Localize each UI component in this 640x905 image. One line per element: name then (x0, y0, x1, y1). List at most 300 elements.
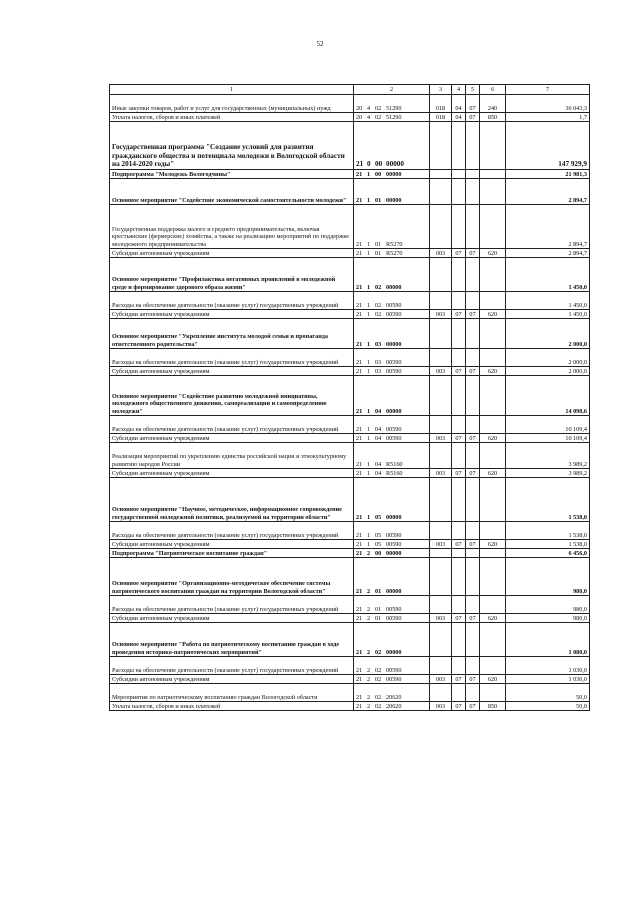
row-amount: 2 894,7 (506, 179, 590, 205)
row-c6: 620 (480, 675, 506, 684)
row-c4: 07 (452, 702, 466, 711)
code-part-3: 01 (375, 249, 382, 257)
row-name: Расходы на обеспечение деятельности (оказание услуг) государственных учреждений (110, 416, 354, 434)
row-name: Основное мероприятие "Организационно-методическое обеспечение системы патриотического воспитания граждан на территории Вологодской области" (110, 558, 354, 596)
table-row (110, 549, 590, 558)
row-c6 (480, 443, 506, 469)
row-c4 (452, 596, 466, 614)
code-part-4: 00000 (386, 283, 402, 291)
row-c5 (466, 596, 480, 614)
code-part-3: 01 (375, 587, 382, 595)
row-name: Реализация мероприятий по укреплению единства российской нации и этнокультурному развитию народов России (110, 443, 354, 469)
code-part-2: 2 (367, 648, 371, 656)
row-c5 (466, 416, 480, 434)
row-c5: 07 (466, 434, 480, 443)
code-part-2: 1 (367, 367, 371, 375)
code-part-1: 21 (356, 605, 363, 613)
row-c5 (466, 179, 480, 205)
row-c3 (430, 349, 452, 367)
row-amount: 2 000,0 (506, 319, 590, 349)
code-part-2: 1 (367, 170, 371, 178)
row-c4: 07 (452, 434, 466, 443)
row-code (354, 522, 430, 540)
row-name: Субсидии автономным учреждениям (110, 614, 354, 623)
row-name: Субсидии автономным учреждениям (110, 249, 354, 258)
row-c6: 850 (480, 113, 506, 122)
table-row (110, 657, 590, 675)
row-code (354, 179, 430, 205)
header-col-3: 3 (430, 85, 452, 95)
row-c5 (466, 349, 480, 367)
row-c5 (466, 292, 480, 310)
row-code (354, 292, 430, 310)
code-part-3: 02 (375, 301, 382, 309)
page-number: 52 (316, 40, 324, 48)
code-part-3: 01 (375, 240, 382, 248)
row-amount: 1 080,0 (506, 623, 590, 657)
row-code (354, 702, 430, 711)
code-part-2: 1 (367, 434, 371, 442)
row-c5: 07 (466, 540, 480, 549)
row-c5: 07 (466, 469, 480, 478)
row-c4: 07 (452, 310, 466, 319)
code-part-2: 1 (367, 301, 371, 309)
code-part-1: 21 (356, 675, 363, 683)
row-c6: 620 (480, 469, 506, 478)
table-row (110, 684, 590, 702)
table-body (110, 95, 590, 711)
row-c5: 07 (466, 367, 480, 376)
row-name: Расходы на обеспечение деятельности (оказание услуг) государственных учреждений (110, 522, 354, 540)
row-amount: 1,7 (506, 113, 590, 122)
row-c3: 003 (430, 702, 452, 711)
row-name: Мероприятия по патриотическому воспитанию граждан Вологодской области (110, 684, 354, 702)
code-part-1: 21 (356, 702, 363, 710)
row-amount: 2 894,7 (506, 249, 590, 258)
table-row (110, 434, 590, 443)
code-part-3: 04 (375, 407, 382, 415)
code-part-4: R5160 (386, 460, 403, 468)
code-part-2: 1 (367, 425, 371, 433)
code-part-3: 05 (375, 531, 382, 539)
code-part-2: 2 (367, 702, 371, 710)
row-c6: 240 (480, 95, 506, 113)
code-part-1: 21 (356, 240, 363, 248)
row-c4 (452, 522, 466, 540)
table-row (110, 416, 590, 434)
row-c3 (430, 416, 452, 434)
row-c3: 003 (430, 249, 452, 258)
code-part-2: 1 (367, 513, 371, 521)
table-row (110, 249, 590, 258)
code-part-1: 21 (356, 160, 364, 169)
row-c4 (452, 122, 466, 170)
row-c3: 003 (430, 469, 452, 478)
row-c3: 003 (430, 367, 452, 376)
row-c6 (480, 292, 506, 310)
code-part-3: 02 (375, 310, 382, 318)
row-c6: 620 (480, 310, 506, 319)
row-c5 (466, 205, 480, 249)
code-part-1: 21 (356, 425, 363, 433)
row-amount: 21 981,3 (506, 170, 590, 179)
row-c6 (480, 558, 506, 596)
table-row (110, 292, 590, 310)
row-amount: 147 929,9 (506, 122, 590, 170)
row-c5 (466, 623, 480, 657)
header-col-1: 1 (110, 85, 354, 95)
row-c5: 07 (466, 675, 480, 684)
row-name: Расходы на обеспечение деятельности (оказание услуг) государственных учреждений (110, 349, 354, 367)
code-part-4: 00000 (386, 648, 402, 656)
code-part-2: 1 (367, 310, 371, 318)
row-amount: 1 030,0 (506, 657, 590, 675)
code-part-1: 21 (356, 249, 363, 257)
row-code (354, 349, 430, 367)
row-code (354, 319, 430, 349)
code-part-2: 1 (367, 283, 371, 291)
row-name: Подпрограмма "Патриотическое воспитание граждан" (110, 549, 354, 558)
code-part-1: 21 (356, 587, 363, 595)
row-c4: 07 (452, 367, 466, 376)
code-part-4: 20620 (386, 702, 402, 710)
row-c6 (480, 319, 506, 349)
code-part-3: 02 (375, 666, 382, 674)
code-part-2: 1 (367, 460, 371, 468)
code-part-4: 00590 (386, 301, 402, 309)
row-c4 (452, 657, 466, 675)
code-part-4: 20620 (386, 693, 402, 701)
row-c5 (466, 122, 480, 170)
code-part-2: 1 (367, 469, 371, 477)
code-part-4: R5270 (386, 240, 403, 248)
code-part-3: 02 (375, 283, 382, 291)
row-c3 (430, 443, 452, 469)
code-part-3: 02 (375, 693, 382, 701)
code-part-4: 00590 (386, 540, 402, 548)
row-name: Уплата налогов, сборов и иных платежей (110, 113, 354, 122)
table-row (110, 376, 590, 416)
code-part-1: 21 (356, 170, 363, 178)
row-amount: 50,0 (506, 684, 590, 702)
row-c6 (480, 623, 506, 657)
code-part-1: 21 (356, 648, 363, 656)
code-part-3: 00 (375, 160, 383, 169)
code-part-4: R5270 (386, 249, 403, 257)
row-c5 (466, 657, 480, 675)
table-row (110, 349, 590, 367)
table-row (110, 122, 590, 170)
code-part-2: 2 (367, 614, 371, 622)
code-part-4: 00000 (386, 513, 402, 521)
row-code (354, 614, 430, 623)
code-part-2: 1 (367, 531, 371, 539)
row-code (354, 478, 430, 522)
row-name: Расходы на обеспечение деятельности (оказание услуг) государственных учреждений (110, 596, 354, 614)
row-code (354, 249, 430, 258)
row-c4 (452, 549, 466, 558)
table-row (110, 179, 590, 205)
row-name: Основное мероприятие "Содействие развитию молодежной инициативы, молодежного общественного движения, самореализации и самоопределению молодежи" (110, 376, 354, 416)
row-c4 (452, 205, 466, 249)
code-part-4: 00590 (386, 367, 402, 375)
table-row (110, 319, 590, 349)
row-c3 (430, 558, 452, 596)
row-c6 (480, 416, 506, 434)
code-part-3: 02 (375, 113, 382, 121)
row-name: Основное мероприятие "Содействие экономической самостоятельности молодежи" (110, 179, 354, 205)
table-row (110, 258, 590, 292)
row-c3: 003 (430, 434, 452, 443)
table-row (110, 95, 590, 113)
row-amount: 1 450,0 (506, 292, 590, 310)
row-c5 (466, 549, 480, 558)
code-part-4: 00590 (386, 614, 402, 622)
code-part-3: 02 (375, 648, 382, 656)
code-part-4: 00590 (386, 310, 402, 318)
row-code (354, 596, 430, 614)
row-code (354, 549, 430, 558)
row-c4 (452, 376, 466, 416)
row-c3 (430, 549, 452, 558)
code-part-3: 02 (375, 104, 382, 112)
code-part-3: 04 (375, 425, 382, 433)
row-name: Государственная программа "Создание условий для развития гражданского общества и потенциала молодежи в Вологодской области на 2014-2020 годы" (110, 122, 354, 170)
row-amount: 2 000,0 (506, 367, 590, 376)
row-c5: 07 (466, 310, 480, 319)
code-part-3: 01 (375, 605, 382, 613)
row-amount: 2 000,0 (506, 349, 590, 367)
row-amount: 3 989,2 (506, 469, 590, 478)
row-c3 (430, 376, 452, 416)
row-code (354, 376, 430, 416)
table-row (110, 469, 590, 478)
table-row (110, 702, 590, 711)
table-row (110, 558, 590, 596)
row-c5: 07 (466, 113, 480, 122)
code-part-3: 03 (375, 367, 382, 375)
code-part-1: 21 (356, 301, 363, 309)
row-code (354, 205, 430, 249)
row-code (354, 170, 430, 179)
code-part-1: 21 (356, 460, 363, 468)
row-c3 (430, 205, 452, 249)
row-amount: 1 538,0 (506, 478, 590, 522)
row-code (354, 122, 430, 170)
row-code (354, 310, 430, 319)
row-c4 (452, 349, 466, 367)
code-part-2: 2 (367, 587, 371, 595)
row-c5: 07 (466, 249, 480, 258)
row-c3 (430, 179, 452, 205)
header-col-4: 4 (452, 85, 466, 95)
table-row (110, 205, 590, 249)
code-part-3: 01 (375, 196, 382, 204)
row-code (354, 113, 430, 122)
table-row (110, 367, 590, 376)
row-c5 (466, 522, 480, 540)
row-c6 (480, 522, 506, 540)
code-part-4: 00000 (386, 170, 402, 178)
row-amount: 1 450,0 (506, 310, 590, 319)
code-part-3: 04 (375, 434, 382, 442)
row-c4 (452, 170, 466, 179)
row-c6 (480, 549, 506, 558)
row-code (354, 675, 430, 684)
code-part-4: 00000 (386, 160, 404, 169)
code-part-2: 1 (367, 358, 371, 366)
code-part-1: 21 (356, 340, 363, 348)
row-c4 (452, 258, 466, 292)
row-c6: 620 (480, 249, 506, 258)
row-amount: 50,0 (506, 702, 590, 711)
row-c4: 04 (452, 113, 466, 122)
row-c4: 07 (452, 540, 466, 549)
code-part-4: 00590 (386, 434, 402, 442)
code-part-1: 21 (356, 196, 363, 204)
code-part-2: 2 (367, 549, 371, 557)
row-c6 (480, 122, 506, 170)
row-c5: 07 (466, 702, 480, 711)
code-part-1: 21 (356, 666, 363, 674)
row-c3 (430, 258, 452, 292)
row-c6 (480, 205, 506, 249)
row-code (354, 623, 430, 657)
table-row (110, 113, 590, 122)
row-c3 (430, 170, 452, 179)
code-part-2: 2 (367, 675, 371, 683)
table-row (110, 675, 590, 684)
row-c4 (452, 319, 466, 349)
header-col-6: 6 (480, 85, 506, 95)
code-part-1: 21 (356, 513, 363, 521)
row-name: Субсидии автономным учреждениям (110, 310, 354, 319)
row-name: Государственная поддержка малого и среднего предпринимательства, включая крестьянские (фермерские) хозяйства, а также на реализацию мероприятий по поддержке молодежного предпринимательства (110, 205, 354, 249)
row-amount: 14 098,6 (506, 376, 590, 416)
row-code (354, 434, 430, 443)
header-col-5: 5 (466, 85, 480, 95)
row-amount: 1 538,0 (506, 540, 590, 549)
row-c6 (480, 258, 506, 292)
row-c3 (430, 623, 452, 657)
row-c3 (430, 319, 452, 349)
row-c4 (452, 684, 466, 702)
code-part-4: 00590 (386, 605, 402, 613)
row-c6 (480, 596, 506, 614)
code-part-3: 04 (375, 469, 382, 477)
row-c4 (452, 623, 466, 657)
table-row (110, 443, 590, 469)
code-part-3: 05 (375, 513, 382, 521)
row-c4: 04 (452, 95, 466, 113)
code-part-2: 1 (367, 540, 371, 548)
row-c4 (452, 558, 466, 596)
row-c5: 07 (466, 95, 480, 113)
code-part-1: 21 (356, 367, 363, 375)
row-c5 (466, 443, 480, 469)
code-part-4: 00590 (386, 358, 402, 366)
table-row (110, 614, 590, 623)
row-c6: 620 (480, 614, 506, 623)
code-part-1: 21 (356, 283, 363, 291)
code-part-2: 4 (367, 113, 371, 121)
row-amount: 1 450,0 (506, 258, 590, 292)
row-amount: 10 109,4 (506, 434, 590, 443)
row-c3: 003 (430, 540, 452, 549)
row-c4 (452, 416, 466, 434)
code-part-1: 21 (356, 549, 363, 557)
row-amount: 2 894,7 (506, 205, 590, 249)
code-part-3: 00 (375, 549, 382, 557)
row-name: Субсидии автономным учреждениям (110, 469, 354, 478)
table-row (110, 596, 590, 614)
row-c6: 850 (480, 702, 506, 711)
row-name: Подпрограмма "Молодежь Вологодчины" (110, 170, 354, 179)
row-c3 (430, 657, 452, 675)
code-part-4: 51290 (386, 104, 402, 112)
row-code (354, 443, 430, 469)
row-c3: 018 (430, 113, 452, 122)
budget-table (109, 84, 590, 711)
table-row (110, 170, 590, 179)
row-c5 (466, 258, 480, 292)
row-amount: 980,0 (506, 558, 590, 596)
header-col-7: 7 (506, 85, 590, 95)
row-c3 (430, 122, 452, 170)
row-code (354, 684, 430, 702)
row-name: Иные закупки товаров, работ и услуг для государственных (муниципальных) нужд (110, 95, 354, 113)
row-c5: 07 (466, 614, 480, 623)
code-part-2: 2 (367, 693, 371, 701)
row-c6 (480, 170, 506, 179)
row-c6 (480, 478, 506, 522)
code-part-1: 21 (356, 693, 363, 701)
code-part-2: 0 (367, 160, 371, 169)
row-c4: 07 (452, 249, 466, 258)
row-c3: 018 (430, 95, 452, 113)
row-amount: 36 043,3 (506, 95, 590, 113)
code-part-4: 00000 (386, 196, 402, 204)
row-c4 (452, 292, 466, 310)
row-amount: 1 538,0 (506, 522, 590, 540)
row-c3 (430, 522, 452, 540)
code-part-2: 1 (367, 249, 371, 257)
table-row (110, 310, 590, 319)
code-part-3: 05 (375, 540, 382, 548)
code-part-2: 1 (367, 340, 371, 348)
code-part-2: 2 (367, 605, 371, 613)
code-part-1: 21 (356, 614, 363, 622)
row-code (354, 258, 430, 292)
code-part-1: 20 (356, 113, 363, 121)
code-part-1: 21 (356, 358, 363, 366)
row-name: Основное мероприятие "Научное, методическое, информационное сопровождение государственной молодежной политики, реализуемой на территории области" (110, 478, 354, 522)
row-c6: 620 (480, 367, 506, 376)
row-c6 (480, 376, 506, 416)
code-part-1: 21 (356, 310, 363, 318)
row-c4 (452, 443, 466, 469)
code-part-4: 00590 (386, 675, 402, 683)
code-part-1: 21 (356, 407, 363, 415)
code-part-4: R5160 (386, 469, 403, 477)
row-name: Субсидии автономным учреждениям (110, 675, 354, 684)
row-code (354, 469, 430, 478)
code-part-2: 1 (367, 240, 371, 248)
table-row (110, 623, 590, 657)
code-part-3: 03 (375, 340, 382, 348)
row-code (354, 540, 430, 549)
code-part-4: 51290 (386, 113, 402, 121)
